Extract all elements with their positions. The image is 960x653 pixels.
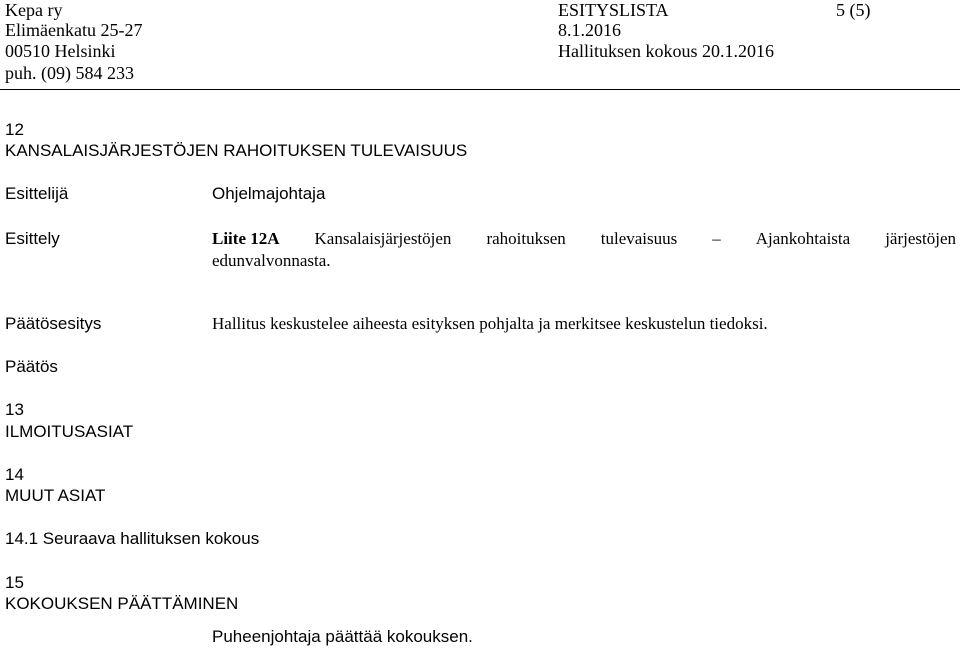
closing-text: Puheenjohtaja päättää kokouksen.	[212, 627, 473, 646]
doc-type: ESITYSLISTA	[558, 0, 669, 20]
meeting-info: Hallituksen kokous 20.1.2016	[558, 41, 774, 61]
presentation-word: järjestöjen	[885, 229, 956, 248]
presentation-word: Ajankohtaista	[755, 229, 851, 248]
org-postal: 00510 Helsinki	[5, 41, 116, 61]
section-13-number: 13	[5, 400, 24, 419]
section-15-number: 15	[5, 573, 24, 592]
attachment-reference: Liite 12A	[212, 229, 280, 248]
section-14-title: MUUT ASIAT	[5, 486, 106, 505]
presenter-label: Esittelijä	[5, 184, 69, 203]
presentation-line-2: edunvalvonnasta.	[212, 251, 331, 270]
section-13-title: ILMOITUSASIAT	[5, 422, 134, 441]
section-12-number: 12	[5, 120, 24, 139]
presentation-word: Kansalaisjärjestöjen	[314, 229, 452, 248]
presenter-value: Ohjelmajohtaja	[212, 184, 326, 203]
page-number: 5 (5)	[836, 0, 871, 20]
doc-date: 8.1.2016	[558, 20, 621, 40]
presentation-word: tulevaisuus	[600, 229, 678, 248]
org-phone: puh. (09) 584 233	[5, 63, 134, 83]
presentation-word: rahoituksen	[486, 229, 566, 248]
proposal-label: Päätösesitys	[5, 314, 102, 333]
org-name: Kepa ry	[5, 0, 63, 20]
org-street: Elimäenkatu 25-27	[5, 20, 143, 40]
section-12-title: KANSALAISJÄRJESTÖJEN RAHOITUKSEN TULEVAISUUS	[5, 141, 468, 160]
proposal-text: Hallitus keskustelee aiheesta esityksen pohjalta ja merkitsee keskustelun tiedoksi.	[212, 314, 768, 333]
header-divider	[0, 89, 960, 90]
presentation-word: –	[712, 229, 721, 248]
presentation-label: Esittely	[5, 229, 60, 248]
section-15-title: KOKOUKSEN PÄÄTTÄMINEN	[5, 594, 239, 613]
section-14-1-heading: 14.1 Seuraava hallituksen kokous	[5, 529, 260, 548]
presentation-line-1	[212, 229, 956, 249]
decision-label: Päätös	[5, 357, 58, 376]
section-14-number: 14	[5, 465, 24, 484]
